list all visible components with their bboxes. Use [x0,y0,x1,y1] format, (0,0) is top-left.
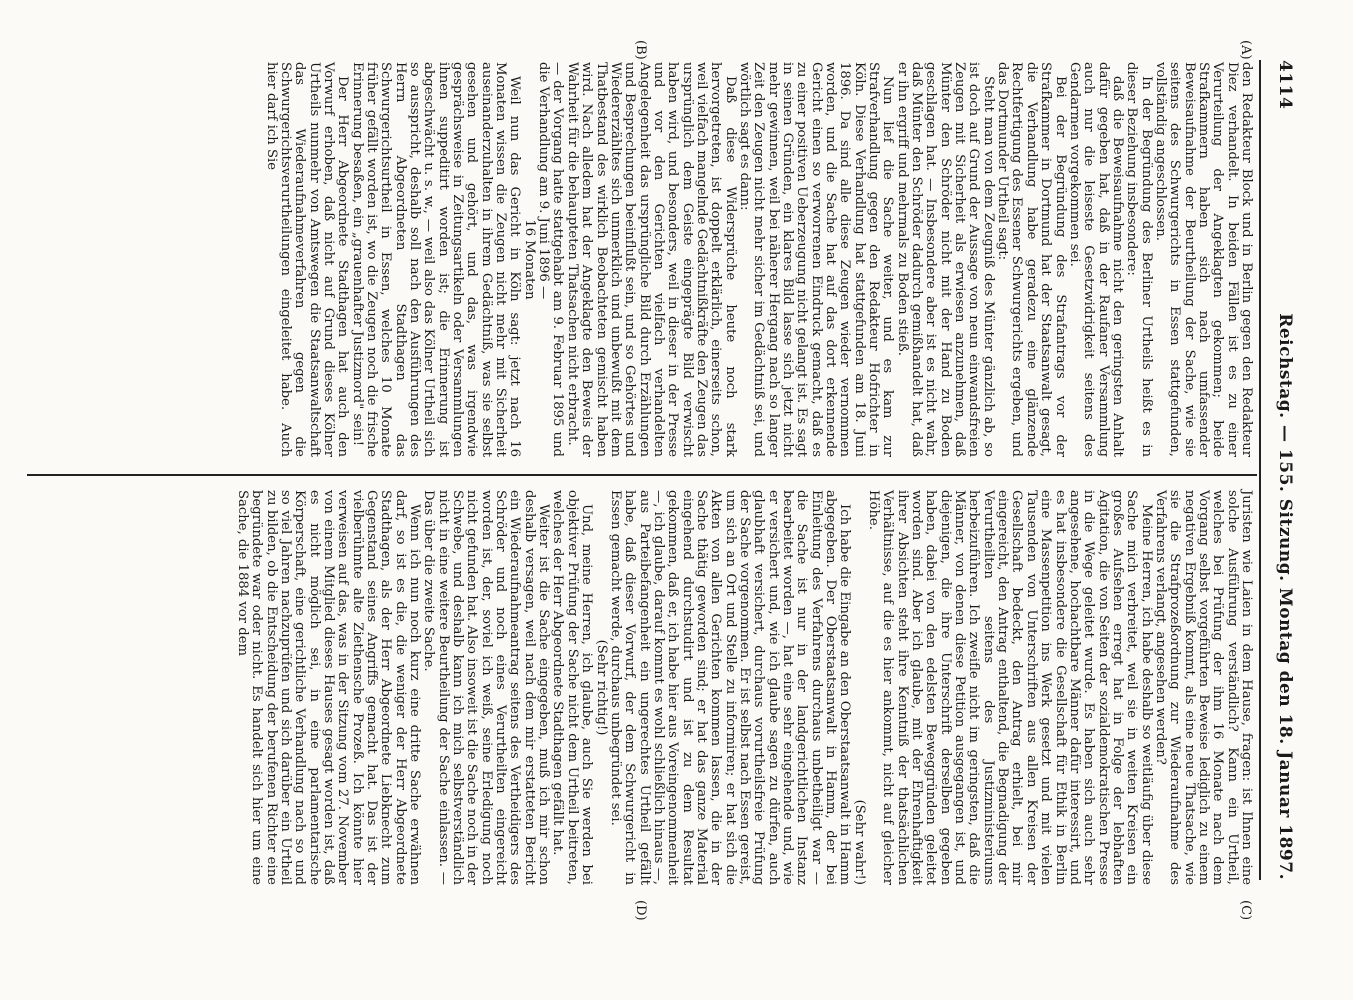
paragraph: Bei der Begründung des Strafantrags vor der Strafkammer in Dortmund hat der Staatsanwalt gesagt, die Verhandlung habe geradezu eine glänzende Rechtfertigung des Essener Schwurgerichts ergeben, und das Dortmunder Urtheil sagt: [995,62,1068,457]
paragraph: — der Vorgang hatte stattgehabt am 9. Februar 1895 und die Verhandlung am 9. Juni 1896 — [536,62,566,457]
paragraph: 16 Monaten [521,219,537,300]
page-title: Reichstag. — 155. Sitzung. Montag den 18. Januar 1897. [1275,313,1295,880]
paragraph: Weil nun das Gericht in Köln sagt: jetzt nach 16 Monaten wissen die Zeugen nicht mehr mit Sicherheit auseinanderzuhalten in ihrem Gedächtniß, was sie selbst gesehen und gehört, und das, was irgendwie gesprächsweise in Zeitungsartikeln oder Versammlungen ihnen suppeditirt worden ist; die Erinnerung ist abgeschwächt u. s. w., — weil also das Kölner Urtheil sich so ausspricht, deshalb soll nach den Ausführungen des Herrn Abgeordneten Stadthagen das Schwurgerichtsurtheil in Essen, welches 10 Monate früher gefällt worden ist, wo die Zeugen noch die frische Erinnerung besaßen, ein „grauenhafter Justizmord" sein! [349,62,523,457]
paragraph: Juristen wie Laien in dem Hause, fragen: ist Ihnen eine solche Ausführung verständlich? Kann ein Urtheil, welches bei Prüfung der ihm 16 Monate nach dem Vorgang selbst vorgeführten Beweise lediglich zu einem negativen Ergebniß kommt, als eine neue Thatsache, wie sie die Strafprozeßordnung zur Wiederaufnahme des Verfahrens verlangt, angesehen werden? [1152,490,1254,885]
left-text-column [263,62,1253,457]
right-text-column [235,490,1253,885]
column-divider [27,474,1257,476]
paragraph: Steht man von dem Zeugniß des Münter gänzlich ab, so ist doch auf Grund der Aussage von neun einwandsfreien Zeugen mit Sicherheit als erwiesen anzunehmen, daß Münter den Schröder nicht mit der Hand zu Boden geschlagen hat. — Insbesondere aber ist es nicht wahr, daß Münter den Schröder dadurch gemißhandelt hat, daß er ihn ergriff und mehrmals zu Boden stieß. [894,62,996,457]
margin-mark-d: (D) [633,900,648,921]
margin-mark-c: (C) [1238,900,1253,921]
page-header [1265,60,1295,880]
paragraph: Und, meine Herren, ich glaube, auch Sie werden bei objektiver Prüfung der Sache nicht dem Urtheil beitreten, welches der Herr Abgeordnete Stadthagen gefällt hat. [550,490,595,885]
paragraph: Wenn ich nun noch kurz eine dritte Sache erwähnen darf, so ist es die, die weniger der Herr Abgeordnete Stadthagen, als der Herr Abgeordnete Liebknecht zum Gegenstand seines Angriffs gemacht hat. Das ist der vielberühmte alte Ziethensche Prozeß. Ich könnte hier verweisen auf das, was in der Sitzung vom 27. November von einem Mitglied dieses Hauses gesagt worden ist, daß es nicht möglich sei, in eine parlamentarische Körperschaft, eine gerichtliche Verhandlung nach so und so viel Jahren nachzuprüfen und sich darüber ein Urtheil zu bilden, ob die Entscheidung der berufenen Richter eine begründete war oder nicht. Es handelt sich hier um eine Sache, die 1884 vor dem [234,490,423,885]
paragraph: Ich habe die Eingabe an den Oberstaatsanwalt in Hamm abgegeben. Der Oberstaatsanwalt in Hamm, der bei Einleitung des Verfahrens durchaus unbetheiligt war — die Sache ist nur in der landgerichtlichen Instanz bearbeitet worden —, hat eine sehr eingehende und, wie er versichert und, wie ich glaube sagen zu dürfen, auch glaubhaft versichert, durchaus vorurtheilsfreie Prüfung der Sache vorgenommen. Er ist selbst nach Essen gereist, um sich an Ort und Stelle zu informiren; er hat sich die Akten von allen Gerichten kommen lassen, die in der Sache thätig geworden sind; er hat das ganze Material eingehend durchstudirt und ist zu dem Resultat gekommen, daß er, ich habe hier aus Voreingenommenheit —, ich glaube, darauf kommt es wohl schließlich hinaus —, aus Parteibefangenheit ein ungerechtes Urtheil gefällt habe, daß dieser Vorwurf, der dem Schwurgericht in Essen gemacht werde, durchaus unbegründet sei. [607,490,853,885]
paragraph: Weiter ist die Sache eingegeben, muß ich mir schon deshalb versagen, weil nach dem mir erstatteten Bericht ein Wiederaufnahmeantrag seitens des Vertheidigers des Schröder und noch eines Verurtheilten eingereicht worden ist, der, soviel ich weiß, seine Erledigung noch nicht gefunden hat. Also insoweit ist die Sache noch in der Schwebe, und deshalb kann ich mich selbstverständlich nicht in eine weitere Beurtheilung der Sache einlassen. — Das über die zweite Sache. [421,490,552,885]
paragraph: Daß diese Widersprüche heute noch stark hervorgetreten, ist doppelt erklärlich, einerseits schon, weil vielfach mangelnde Gedächtnißkräfte den Zeugen das ursprünglich dem Geiste eingeprägte Bild verwischt haben wird, und besonders, weil in dieser in der Presse und vor den Gerichten vielfach verhandelten Angelegenheit das ursprüngliche Bild durch Erzählungen und Besprechungen beeinflußt sein, und so Gehörtes und Wiedererzähltes sich unmerklich und unbewußt mit dem Thatbestand des wirklich Beobachteten gemischt haben wird. Nach alledem hat der Angeklagte den Beweis der Wahrheit für die behaupteten Thatsachen nicht erbracht. [564,62,738,457]
paragraph: Meine Herren, ich habe deshalb so weitläufig über diese Sache mich verbreitet, weil sie in weiten Kreisen ein großes Aufsehen erregt hat in Folge der lebhaften Agitation, die von Seiten der sozialdemokratischen Presse in die Wege geleitet wurde. Es haben sich auch sehr angesehene, hochachtbare Männer dafür interessirt, und es hat insbesondere die Gesellschaft für Ethik in Berlin eine Massenpetition ins Werk gesetzt und mit vielen Tausenden von Unterschriften aus allen Kreisen der Gesellschaft bedeckt, den Antrag erhielt, bei mir eingereicht, den Antrag enthaltend, die Begnadigung der Verurtheilten seitens des Justizministeriums herbeizuführen. Ich zweifle nicht im geringsten, daß die Männer, von denen diese Petition ausgegangen ist, und diejenigen, die ihre Unterschrift derselben gegeben haben, dabei von den edelsten Beweggründen geleitet worden sind. Aber ich glaube, mit der Ehrenhaftigkeit ihrer Absichten steht ihre Kenntniß der thatsächlichen Verhältnisse, auf die es hier ankommt, nicht auf gleicher Höhe. [866,490,1154,885]
page-number: 4114 [1275,60,1295,110]
margin-mark-b: (B) [633,40,648,60]
paragraph: (Sehr richtig!) [593,639,609,736]
margin-mark-a: (A) [1238,40,1253,60]
paragraph: In der Begründung des Berliner Urtheils heißt es in dieser Beziehung insbesondere: [1124,62,1154,457]
paragraph: (Sehr wahr!) [851,799,867,885]
paragraph: Nun lief die Sache weiter, und es kam zur Strafverhandlung gegen den Redakteur Hofrichter in Köln. Diese Verhandlung hat stattgefunden am 18. Juni 1896. Da sind alle diese Zeugen wieder vernommen worden, und die Sache hat auf das dort erkennende Gericht einen so verworrenen Eindruck gemacht, daß es zu einer positiven Ueberzeugung nicht gelangt ist. Es sagt in seinen Gründen, ein klares Bild lasse sich jetzt nicht mehr gewinnen, weil bei näherer Hergang nach so langer Zeit den Zeugen nicht mehr sicher im Gedächtniß sei, und wörtlich sagt es dann: [736,62,896,457]
paragraph: daß die Beweisaufnahme nicht den geringsten Anhalt dafür gegeben hat, daß in der Raufaner Versammlung auch nur die leiseste Gesetzwidrigkeit seitens des Gendarmen vorgekommen sei. [1066,62,1125,457]
paragraph: den Redakteur Block und in Berlin gegen den Redakteur Diez verhandelt. In beiden Fällen ist es zu einer Verurteilung der Angeklagten gekommen; beide Strafkammern haben sich nach umfassender Beweisaufnahme der Beurtheilung der Sache, wie sie seitens des Schwurgerichts in Essen stattgefunden, vollständig angeschlossen. [1152,62,1254,457]
header-rule [1259,60,1261,880]
paragraph: Der Herr Abgeordnete Stadthagen hat auch den Vorwurf erhoben, daß nicht auf Grund dieses Kölner Urtheils nunmehr von Amtswegen die Staatsanwaltschaft das Wiederaufnahmeverfahren gegen die Schwurgerichtsverurtheilungen eingeleitet habe. Auch hier darf ich Sie [263,62,351,457]
